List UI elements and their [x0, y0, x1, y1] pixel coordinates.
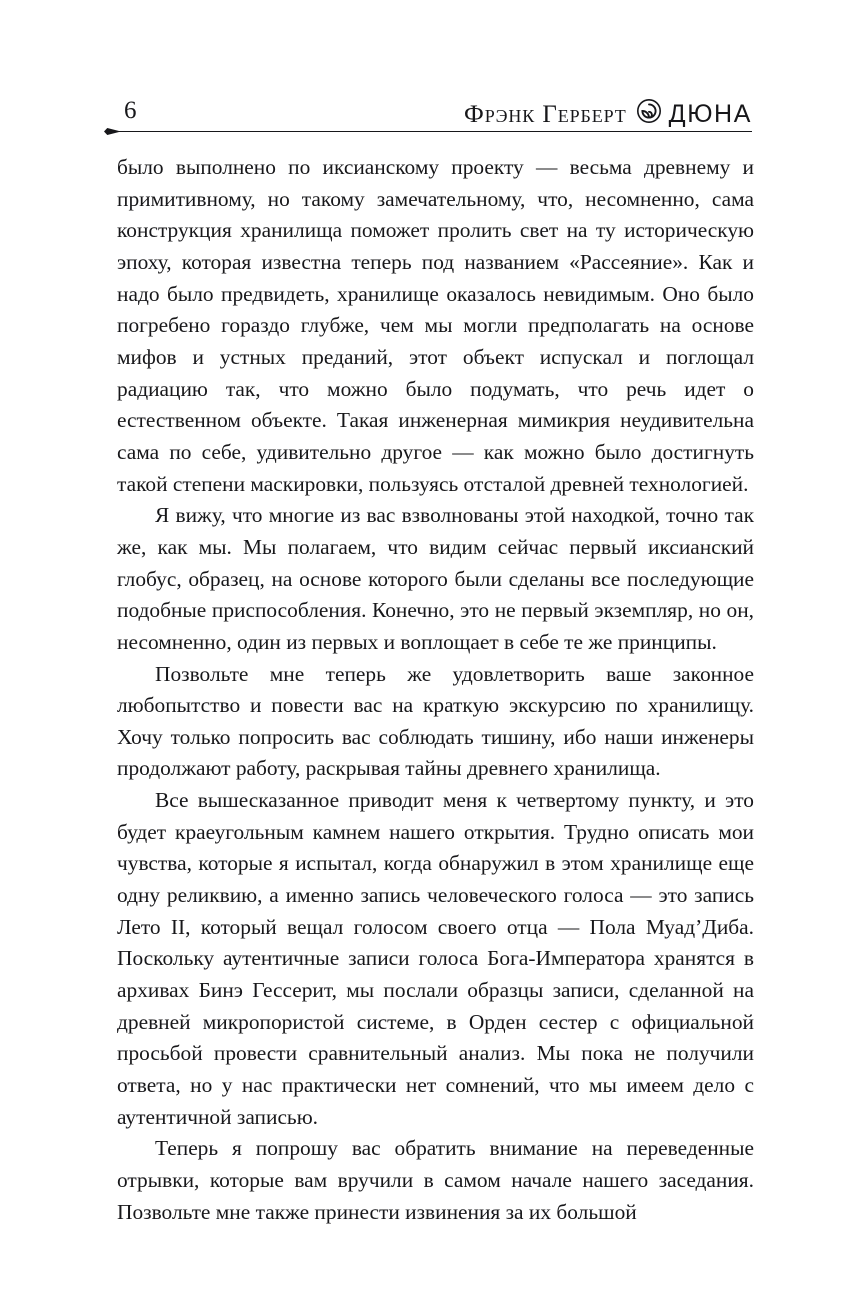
rule-line [113, 131, 752, 132]
paragraph: Все вышесказанное приводит меня к четвертому пункту, и это будет краеугольным камнем нашего открытия. Трудно описать мои чувства, которые я испытал, когда обнаружил в этом хранилище еще одну реликвию, а именно запись человеческого голоса — это запись Лето II, который вещал голосом своего отца — Пола Муад’Диба. Поскольку аутентичные записи голоса Бога-Императора хранятся в архивах Бинэ Гессерит, мы послали образцы записи, сделанной на древней микропористой системе, в Орден сестер с официальной просьбой провести сравнительный анализ. Мы пока не получили ответа, но у нас практически нет сомнений, что мы имеем дело с аутентичной записью. [117, 788, 754, 1129]
running-head-title-group [464, 96, 752, 126]
spiral-circle-ornament-icon [636, 98, 662, 124]
paragraph: было выполнено по иксианскому проекту — весьма древнему и примитивному, но такому замечательному, что, несомненно, сама конструкция хранилища поможет пролить свет на ту историческую эпоху, которая известна теперь под названием «Рассеяние». Как и надо было предвидеть, хранилище оказалось невидимым. Оно было погребено гораздо глубже, чем мы могли предполагать на основе мифов и устных преданий, этот объект испускал и поглощал радиацию так, что можно было подумать, что речь идет о естественном объекте. Такая инженерная мимикрия неудивительна сама по себе, удивительно другое — как можно было достигнуть такой степени маскировки, пользуясь отсталой древней технологией. [117, 155, 754, 496]
running-head-rule [104, 127, 752, 136]
author-name: Фрэнк Герберт [464, 101, 627, 128]
body-text [117, 152, 754, 1228]
paragraph: Позвольте мне теперь же удовлетворить ваше законное любопытство и повести вас на краткую экскурсию по хранилищу. Хочу только попросить вас соблюдать тишину, ибо наши инженеры продолжают работу, раскрывая тайны древнего хранилища. [117, 661, 754, 781]
page-number: 6 [124, 97, 137, 124]
running-head [104, 96, 752, 130]
paragraph: Теперь я попрошу вас обратить внимание на переведенные отрывки, которые вам вручили в самом начале нашего заседания. Позвольте мне также принести извинения за их большой [117, 1136, 754, 1224]
series-title: ДЮНА [668, 100, 752, 128]
paragraph: Я вижу, что многие из вас взволнованы этой находкой, точно так же, как мы. Мы полагаем, что видим сейчас первый иксианский глобус, образец, на основе которого были сделаны все последующие подобные приспособления. Конечно, это не первый экземпляр, но он, несомненно, один из первых и воплощает в себе те же принципы. [117, 503, 754, 654]
